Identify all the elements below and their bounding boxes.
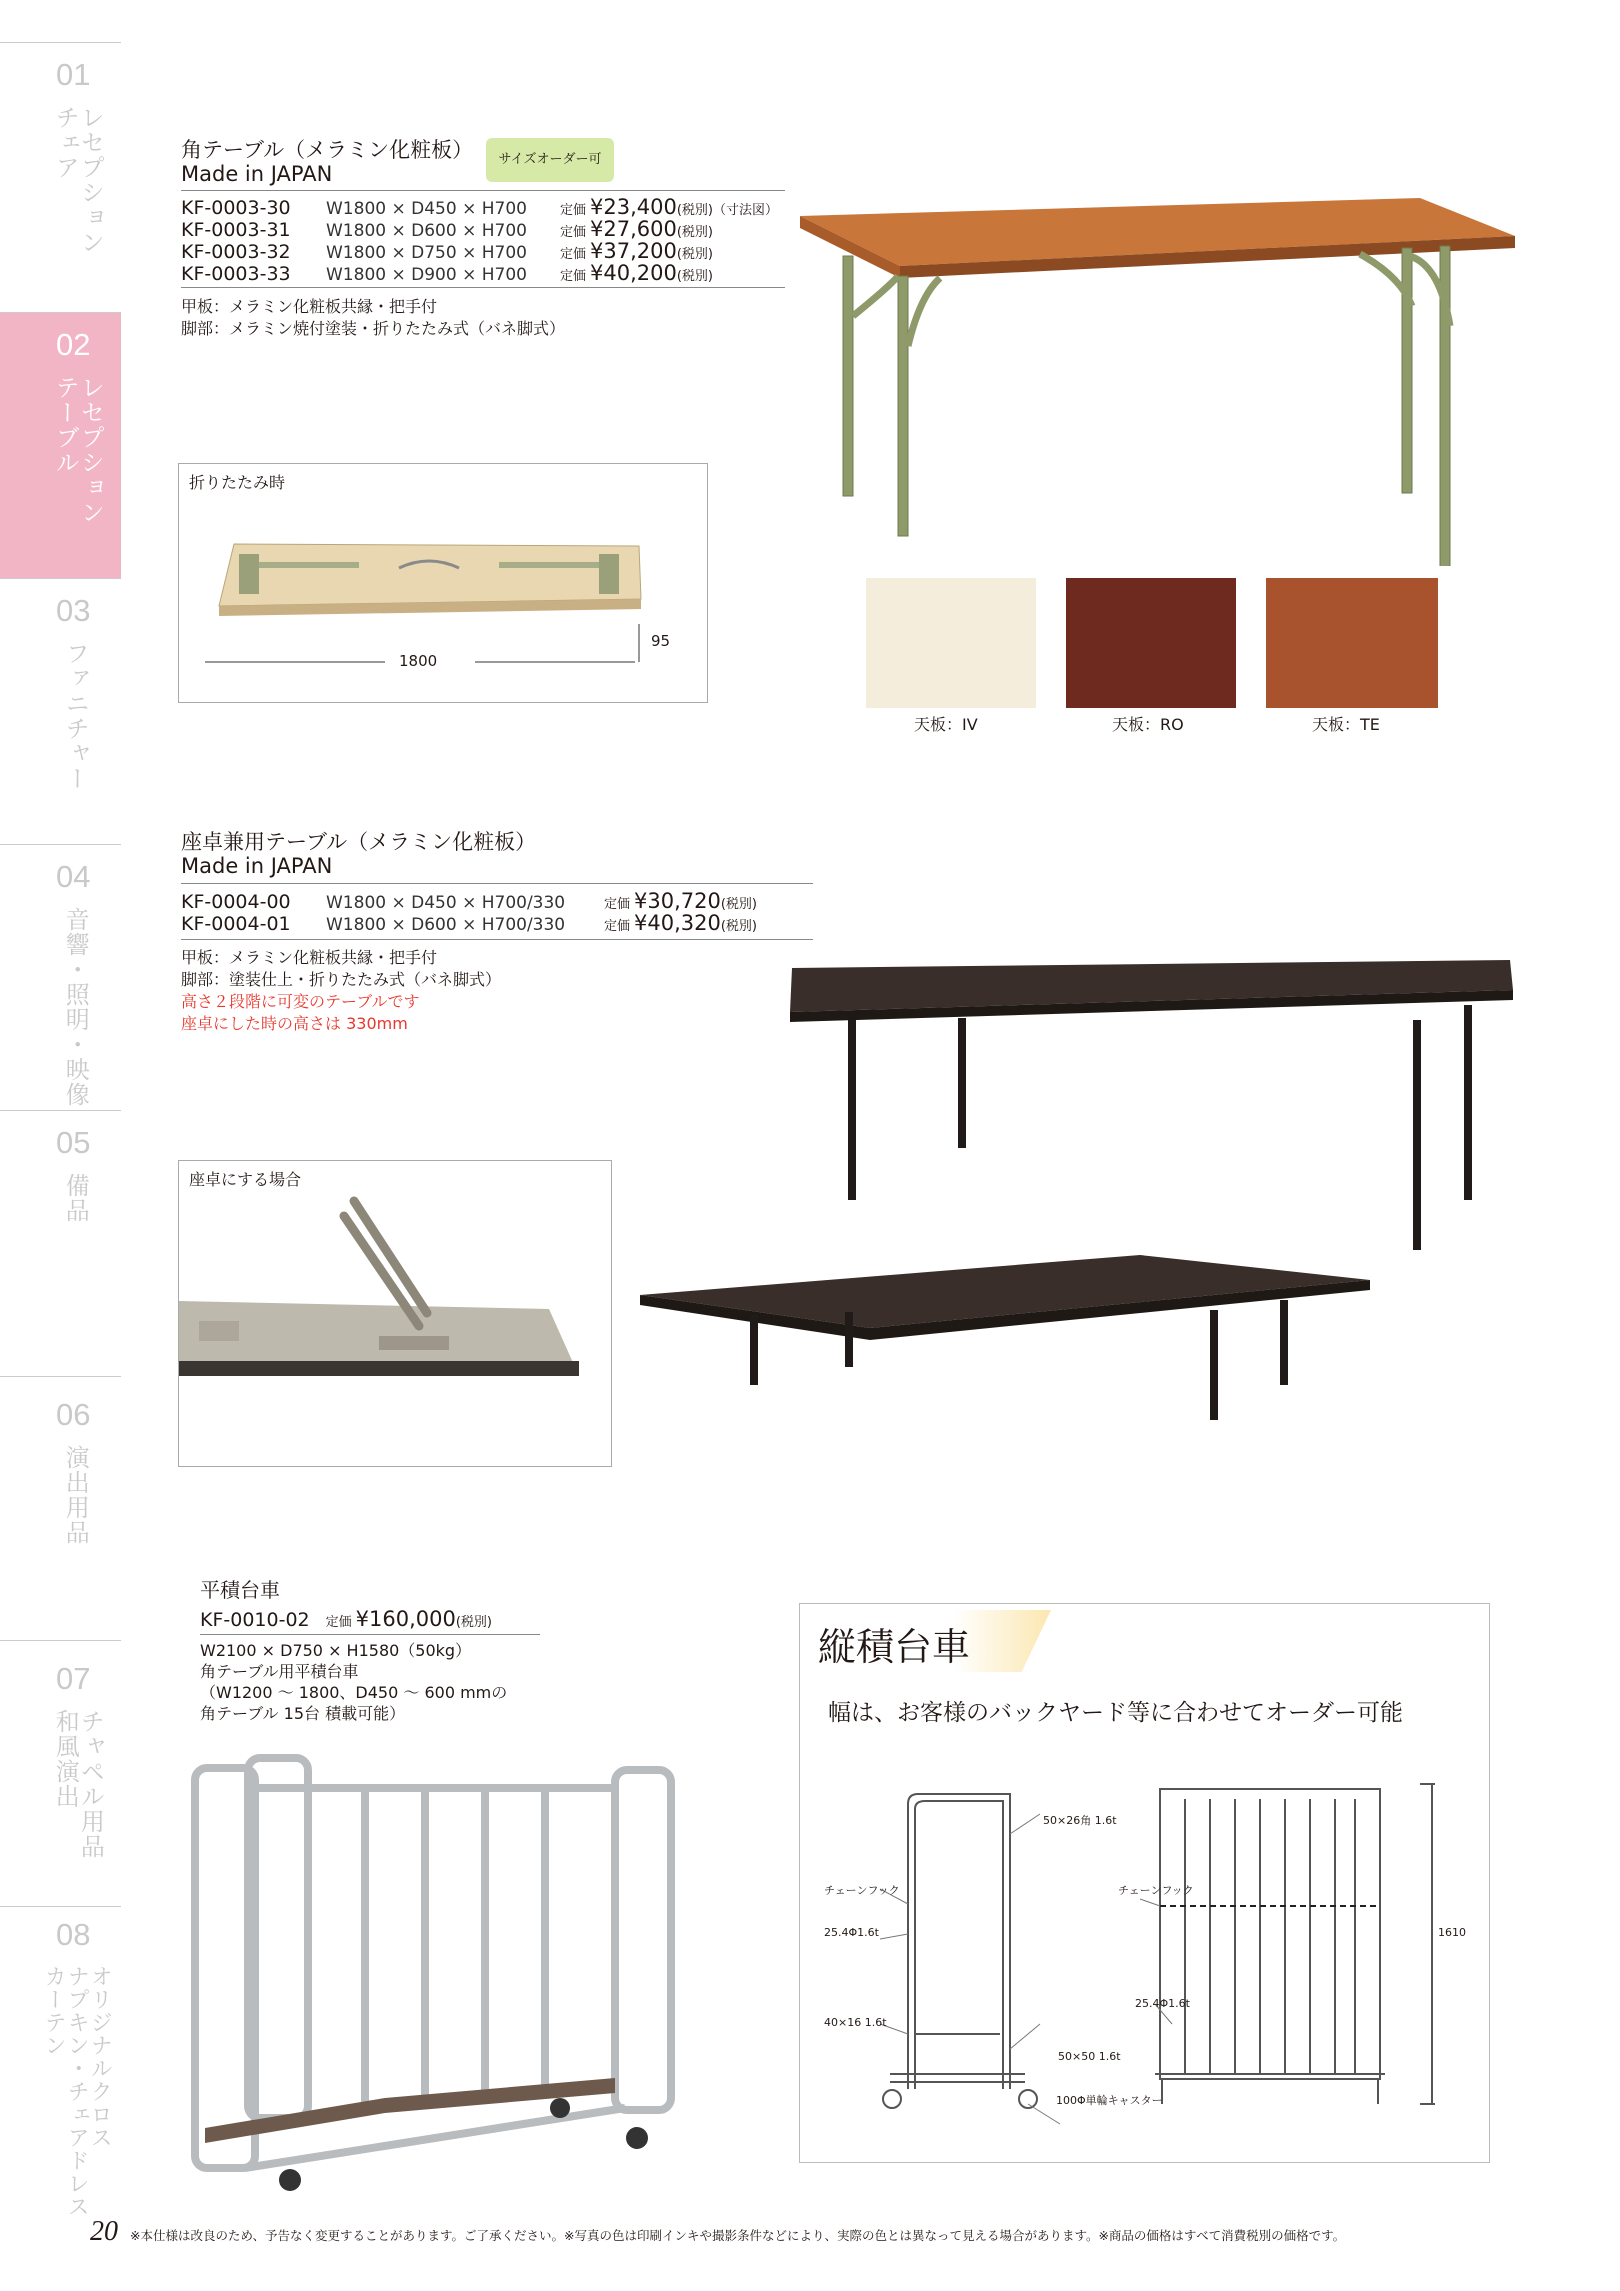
- dim-label: 25.4Φ1.6t: [1135, 1997, 1190, 2010]
- swatch-label: 天板：IV: [914, 715, 978, 734]
- section-label: 備品: [61, 1173, 90, 1223]
- dim-label: 25.4Φ1.6t: [824, 1926, 879, 1939]
- size-order-badge: サイズオーダー可: [486, 138, 614, 182]
- fold-height-label: 95: [651, 632, 671, 650]
- section-label: ファニチャー: [61, 641, 90, 791]
- zataku-title: 座卓にする場合: [189, 1170, 302, 1189]
- sidebar-section-01[interactable]: [0, 42, 121, 313]
- dim-label: 40×16 1.6t: [824, 2016, 887, 2029]
- section-label: 演出用品: [61, 1445, 90, 1545]
- dim-label: 50×50 1.6t: [1058, 2050, 1121, 2063]
- divider: [181, 939, 813, 940]
- product1-title: 角テーブル（メラミン化粧板）: [181, 138, 474, 162]
- swatch-te: [1266, 578, 1438, 708]
- sidebar-section-08[interactable]: [0, 1906, 121, 2218]
- divider: [181, 190, 785, 191]
- price-row: KF-0003-32 W1800 × D750 × H700 定価 ¥37,200(税別): [181, 239, 714, 263]
- section-number: 02: [56, 327, 91, 362]
- section-number: 01: [56, 57, 91, 92]
- price-row: KF-0003-33 W1800 × D900 × H700 定価 ¥40,200(税別): [181, 261, 714, 285]
- fold-length-label: 1800: [399, 652, 438, 670]
- dim-label: 1610: [1438, 1926, 1466, 1939]
- section-label: チャペル用品 和風演出: [51, 1709, 105, 1859]
- section-number: 05: [56, 1125, 91, 1160]
- dim-label: チェーンフック: [1118, 1884, 1194, 1897]
- vertical-cart-subtitle: 幅は、お客様のバックヤード等に合わせてオーダー可能: [828, 1700, 1403, 1726]
- product2-note: 脚部：塗装仕上・折りたたみ式（バネ脚式）: [181, 970, 502, 989]
- folded-title: 折りたたみ時: [189, 473, 286, 492]
- product2-price-table: [181, 890, 757, 934]
- vertical-cart-box: [799, 1603, 1490, 2163]
- folded-table-illustration: [179, 464, 707, 702]
- product3-title: 平積台車: [200, 1578, 280, 1602]
- swatch-label: 天板：TE: [1312, 715, 1380, 734]
- zataku-illustration: [179, 1161, 611, 1466]
- table-photo-1: [800, 196, 1540, 566]
- flat-cart-photo: [185, 1748, 735, 2198]
- product1-note: 甲板：メラミン化粧板共縁・把手付: [181, 297, 438, 316]
- table-photo-2: [640, 960, 1520, 1470]
- dim-label: チェーンフック: [824, 1884, 900, 1897]
- section-label: オリジナルクロス ナプキン・チェアドレス カーテン: [41, 1965, 113, 2218]
- price-row: KF-0004-01 W1800 × D600 × H700/330 定価 ¥40,320(税別): [181, 911, 758, 935]
- divider: [181, 287, 785, 288]
- product2-red-note: 座卓にした時の高さは 330mm: [181, 1014, 408, 1033]
- product3-note: 角テーブル用平積台車: [200, 1662, 359, 1681]
- product1-price-table: [181, 196, 778, 284]
- divider: [200, 1634, 540, 1635]
- footer-note: ※本仕様は改良のため、予告なく変更することがあります。ご了承ください。※写真の色は印刷インキや撮影条件などにより、実際の色とは異なって見える場合があります。※商品の価格はすべて消費税別の価格です。: [130, 2228, 1346, 2243]
- dim-label: 100Φ単輪キャスター: [1056, 2094, 1163, 2107]
- divider: [181, 883, 813, 884]
- section-number: 06: [56, 1397, 91, 1432]
- product2-red-note: 高さ２段階に可変のテーブルです: [181, 992, 420, 1011]
- product3-note: W2100 × D750 × H1580（50kg）: [200, 1641, 472, 1660]
- swatch-label: 天板：RO: [1112, 715, 1184, 734]
- sidebar-section-04[interactable]: [0, 844, 121, 1111]
- product2-made: Made in JAPAN: [181, 854, 333, 878]
- section-number: 07: [56, 1661, 91, 1696]
- section-number: 04: [56, 859, 91, 894]
- product2-note: 甲板：メラミン化粧板共縁・把手付: [181, 948, 438, 967]
- product2-title: 座卓兼用テーブル（メラミン化粧板）: [181, 830, 537, 854]
- vertical-cart-title: 縦積台車: [818, 1625, 971, 1669]
- zataku-view-box: [178, 1160, 612, 1467]
- section-label: レセプション チェア: [51, 105, 105, 255]
- product3-price-row: KF-0010-02 定価 ¥160,000(税別): [200, 1607, 493, 1631]
- product3-note: （W1200 ～ 1800、D450 ～ 600 mmの: [200, 1683, 508, 1702]
- folded-view-box: [178, 463, 708, 703]
- sidebar-section-06[interactable]: [0, 1376, 121, 1641]
- sidebar-section-07[interactable]: [0, 1640, 121, 1907]
- section-number: 08: [56, 1917, 91, 1952]
- product3-note: 角テーブル 15台 積載可能）: [200, 1704, 406, 1723]
- dim-label: 50×26角 1.6t: [1043, 1814, 1117, 1827]
- sidebar-section-02[interactable]: [0, 312, 121, 579]
- price-row: KF-0003-30 W1800 × D450 × H700 定価 ¥23,400(税別)（寸法図）: [181, 195, 779, 219]
- product1-note: 脚部：メラミン焼付塗装・折りたたみ式（バネ脚式）: [181, 319, 566, 338]
- sidebar-section-03[interactable]: [0, 578, 121, 845]
- page-number: 20: [90, 2216, 118, 2247]
- section-label: レセプション テーブル: [51, 375, 105, 525]
- section-label: 音響・照明・映像: [61, 907, 90, 1107]
- swatch-iv: [866, 578, 1036, 708]
- price-row: KF-0003-31 W1800 × D600 × H700 定価 ¥27,600(税別): [181, 217, 714, 241]
- swatch-ro: [1066, 578, 1236, 708]
- sidebar-section-05[interactable]: [0, 1110, 121, 1377]
- price-row: KF-0004-00 W1800 × D450 × H700/330 定価 ¥30,720(税別): [181, 889, 758, 913]
- product1-made: Made in JAPAN: [181, 162, 333, 186]
- section-number: 03: [56, 593, 91, 628]
